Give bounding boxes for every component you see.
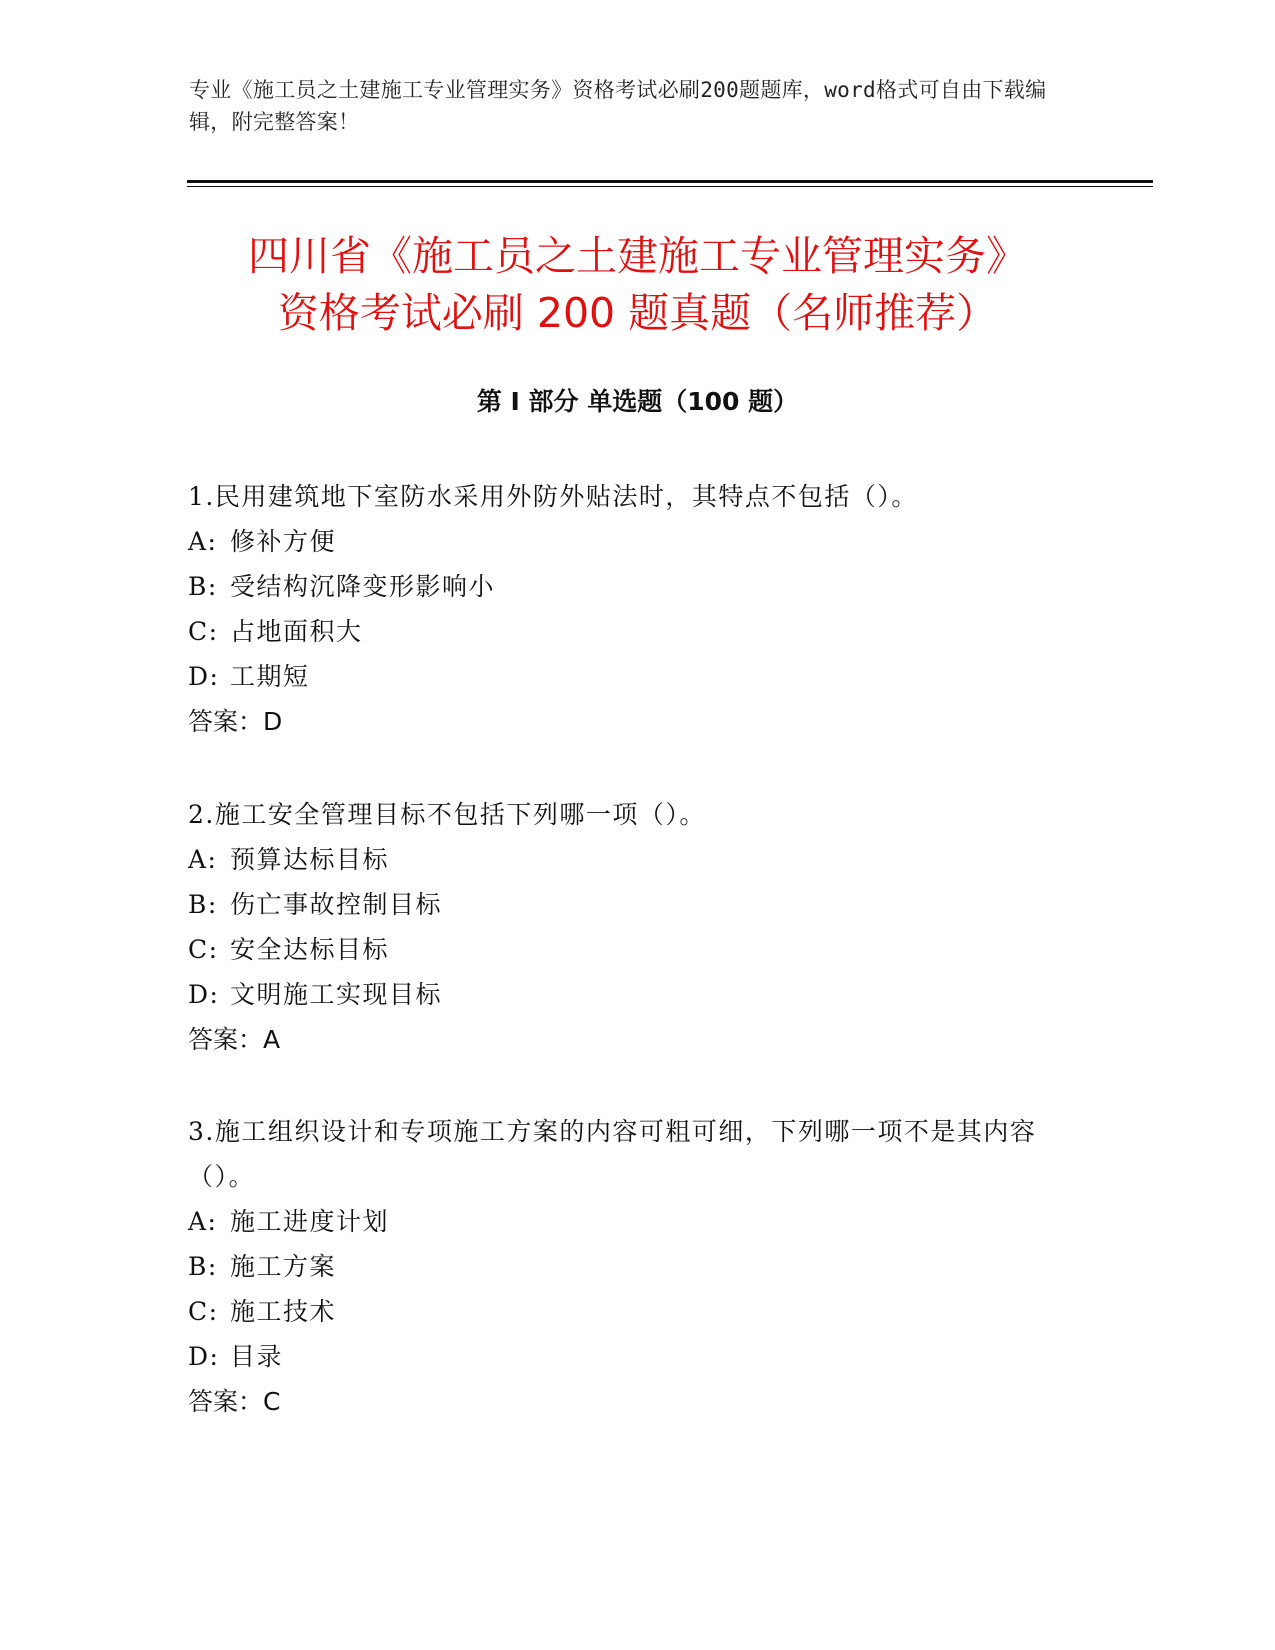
document-title <box>160 228 1115 342</box>
option-text: 文明施工实现目标 <box>230 980 443 1009</box>
option-text: 目录 <box>230 1342 284 1371</box>
option-c <box>188 927 1068 972</box>
option-b <box>188 564 1068 609</box>
answer-line: 答案：D <box>188 707 283 736</box>
option-letter: B: <box>188 890 218 919</box>
option-d <box>188 654 1068 699</box>
option-letter: D: <box>188 1342 220 1371</box>
question-stem: 3.施工组织设计和专项施工方案的内容可粗可细，下列哪一项不是其内容（）。 <box>188 1117 1037 1191</box>
section-title: 第 I 部分 单选题（100 题） <box>476 387 799 416</box>
option-b <box>188 882 1068 927</box>
option-c <box>188 609 1068 654</box>
option-letter: C: <box>188 935 219 964</box>
option-text: 预算达标目标 <box>230 845 390 874</box>
option-letter: A: <box>188 845 218 874</box>
header-note: 专业《施工员之土建施工专业管理实务》资格考试必刷200题题库，word格式可自由下载编辑，附完整答案！ <box>189 78 1047 134</box>
option-text: 工期短 <box>230 662 310 691</box>
option-letter: C: <box>188 1297 219 1326</box>
option-a <box>188 1199 1068 1244</box>
option-letter: D: <box>188 980 220 1009</box>
option-text: 施工方案 <box>230 1252 337 1281</box>
option-text: 安全达标目标 <box>230 935 390 964</box>
option-c <box>188 1289 1068 1334</box>
option-letter: C: <box>188 617 219 646</box>
title-line-1: 四川省《施工员之土建施工专业管理实务》 <box>248 232 1027 280</box>
header-divider-thin <box>187 186 1153 187</box>
option-b <box>188 1244 1068 1289</box>
option-letter: A: <box>188 527 218 556</box>
answer-line: 答案：A <box>188 1025 281 1054</box>
option-letter: B: <box>188 1252 218 1281</box>
option-letter: D: <box>188 662 220 691</box>
option-a <box>188 837 1068 882</box>
question-stem: 1.民用建筑地下室防水采用外防外贴法时，其特点不包括（）。 <box>188 482 918 511</box>
option-text: 修补方便 <box>230 527 337 556</box>
option-letter: B: <box>188 572 218 601</box>
option-text: 占地面积大 <box>230 617 363 646</box>
option-d <box>188 972 1068 1017</box>
option-text: 施工技术 <box>230 1297 337 1326</box>
question-3 <box>188 1109 1068 1424</box>
option-text: 受结构沉降变形影响小 <box>230 572 496 601</box>
answer-line: 答案：C <box>188 1387 281 1416</box>
title-line-2: 资格考试必刷 200 题真题（名师推荐） <box>277 289 998 337</box>
question-stem: 2.施工安全管理目标不包括下列哪一项（）。 <box>188 800 706 829</box>
option-d <box>188 1334 1068 1379</box>
question-2 <box>188 792 1068 1062</box>
question-1 <box>188 474 1068 744</box>
option-letter: A: <box>188 1207 218 1236</box>
option-text: 施工进度计划 <box>230 1207 390 1236</box>
header-divider-thick <box>187 180 1153 183</box>
option-text: 伤亡事故控制目标 <box>230 890 443 919</box>
option-a <box>188 519 1068 564</box>
